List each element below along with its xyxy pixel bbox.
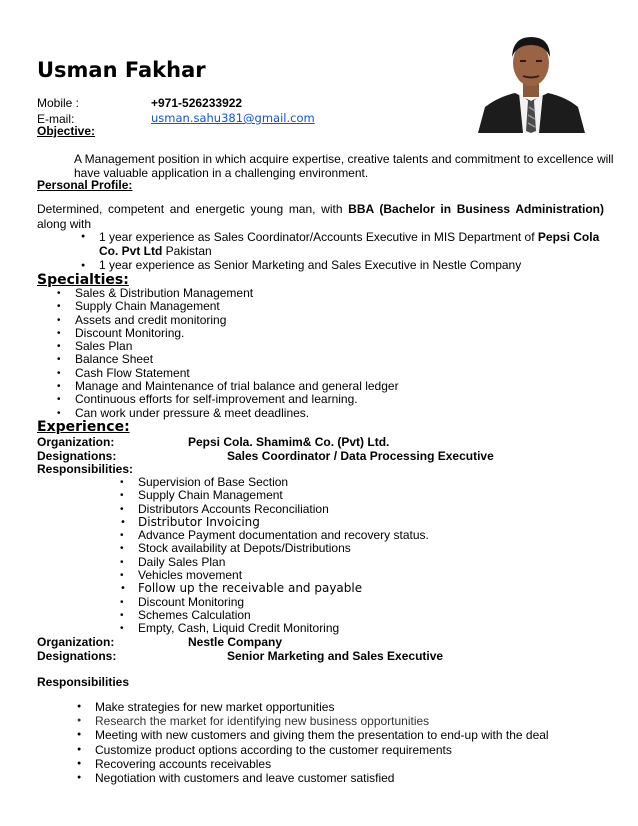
list-item: • Empty, Cash, Liquid Credit Monitoring [100,622,429,635]
list-item: • Sales Plan [37,340,399,353]
list-item: • Balance Sheet [37,353,399,366]
list-item: • Assets and credit monitoring [37,314,399,327]
experience-heading: Experience: [37,419,130,435]
list-item: • Can work under pressure & meet deadlines. [37,407,399,420]
list-item: • Follow up the receivable and payable [100,582,429,595]
list-item: ● 1 year experience as Senior Marketing and Sales Executive in Nestle Company [79,258,609,273]
list-item: ● 1 year experience as Sales Coordinator/Accounts Executive in MIS Department of Pepsi Cola Co. Pvt Ltd Pakistan [79,230,609,258]
objective-heading: Objective: [37,124,96,138]
job2-organization: Nestle Company [188,635,283,649]
job2-designation: Senior Marketing and Sales Executive [227,649,444,663]
job1-organization: Pepsi Cola. Shamim& Co. (Pvt) Ltd. [188,435,390,449]
list-item: ● Recovering accounts receivables [75,757,549,771]
org-label: Organization: [37,635,115,649]
list-item: • Supply Chain Management [100,489,429,502]
profile-intro-start: Determined, competent and energetic young man, with [37,202,349,216]
list-item: ● Customize product options according to the customer requirements [75,743,549,757]
email-link[interactable]: usman.sahu381@gmail.com [151,111,315,125]
profile-heading: Personal Profile: [37,178,133,192]
list-item: • Stock availability at Depots/Distributions [100,542,429,555]
profile-intro [37,202,604,232]
job2-responsibilities [75,700,549,785]
list-item: • Manage and Maintenance of trial balance and general ledger [37,380,399,393]
mobile-label: Mobile : [37,96,80,110]
list-item: ● Research the market for identifying new business opportunities [75,714,549,728]
list-item: • Daily Sales Plan [100,556,429,569]
designation-label: Designations: [37,649,117,663]
profile-degree: BBA (Bachelor in Business Administration) [348,202,604,216]
profile-list [79,230,609,273]
mobile-value: +971-526233922 [151,96,243,110]
responsibilities-label: Responsibilities: [37,462,134,476]
list-item: • Supervision of Base Section [100,476,429,489]
list-item: • Schemes Calculation [100,609,429,622]
list-item: • Advance Payment documentation and recovery status. [100,529,429,542]
profile-photo [473,27,590,133]
specialties-list [37,287,399,420]
list-item: ● Make strategies for new market opportunities [75,700,549,714]
list-item: • Continuous efforts for self-improvement and learning. [37,393,399,406]
specialties-heading: Specialties: [37,272,129,288]
email-label: E-mail: [37,112,75,126]
list-item: • Discount Monitoring [100,596,429,609]
list-item: • Vehicles movement [100,569,429,582]
list-item: • Discount Monitoring. [37,327,399,340]
list-item: ● Negotiation with customers and leave customer satisfied [75,771,549,785]
list-item: • Cash Flow Statement [37,367,399,380]
designation-label: Designations: [37,449,117,463]
profile-intro-end: along with [37,217,92,231]
objective-text: A Management position in which acquire expertise, creative talents and commitment to excellence will have valuable application in a challenging environment. [74,152,614,180]
list-item: ● Meeting with new customers and giving them the presentation to end-up with the deal [75,728,549,742]
list-item: • Supply Chain Management [37,300,399,313]
responsibilities-label: Responsibilities [37,675,130,689]
job1-designation: Sales Coordinator / Data Processing Executive [227,449,494,463]
resume-name: Usman Fakhar [37,58,206,82]
list-item: • Sales & Distribution Management [37,287,399,300]
org-label: Organization: [37,435,115,449]
list-item: • Distributors Accounts Reconciliation [100,503,429,516]
job1-responsibilities [100,476,429,636]
list-item: • Distributor Invoicing [100,516,429,529]
